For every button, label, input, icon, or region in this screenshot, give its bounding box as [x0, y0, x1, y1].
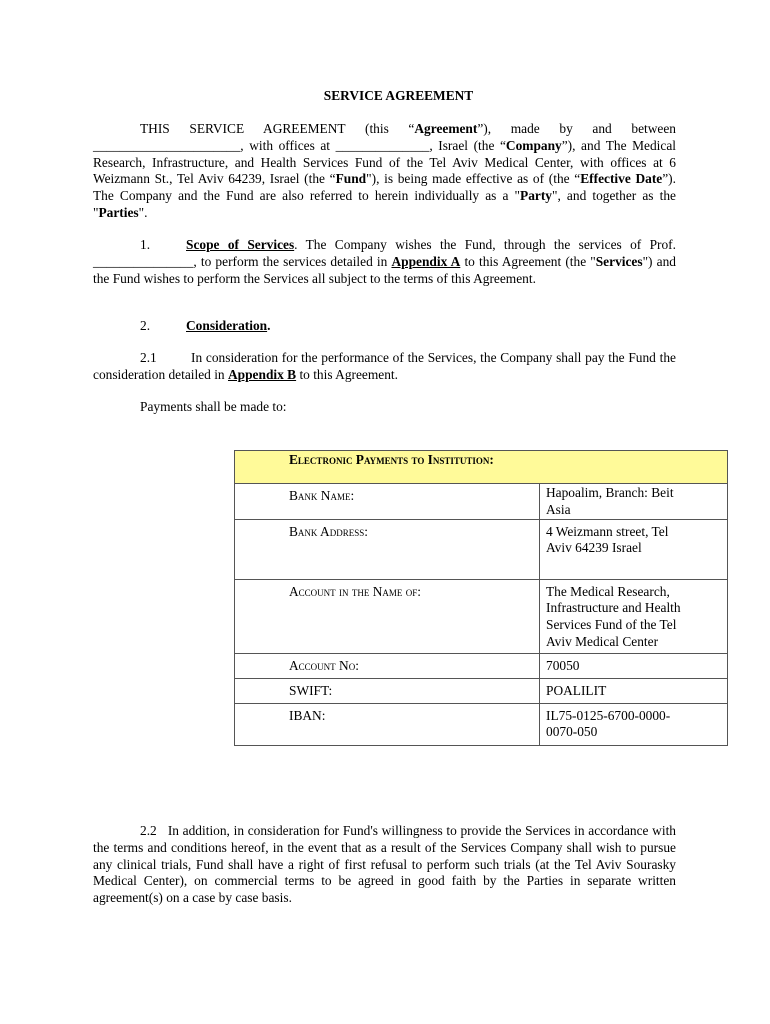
payment-details-table — [234, 450, 728, 746]
bank-name-value: Hapoalim, Branch: Beit — [546, 485, 674, 500]
document-title: SERVICE AGREEMENT — [323, 88, 474, 103]
appendix-a-reference: Appendix A — [391, 253, 461, 269]
table-row — [235, 703, 728, 745]
iban-value: 0070-050 — [546, 724, 598, 740]
account-name-value: Services Fund of the Tel — [546, 617, 677, 633]
table-row — [235, 579, 728, 653]
account-name-value: Infrastructure and Health — [546, 600, 681, 616]
account-number-label: Account No: — [289, 657, 359, 673]
account-name-value: Aviv Medical Center — [546, 633, 659, 649]
section-2-1-paragraph: 2.1 In consideration for the performance of the Services, the Company shall pay the Fund the consideration detailed in Appendix B to this Agreement. — [93, 350, 676, 382]
payment-table-header-row — [235, 451, 728, 484]
bank-address-value: Aviv 64239 Israel — [546, 540, 642, 556]
section-2-number: 2. — [140, 318, 151, 333]
intro-paragraph: THIS SERVICE AGREEMENT (this “Agreement”), made by and between ______________________, with offices at ______________, Israel (the “Company”), and The Medical Research, Infrastructure, and Health Services Fund of the Tel Aviv Medical Center, with offices at 6 Weizmann St., Tel Aviv 64239, Israel (the “Fund"), is being made effective as of (the “Effective Date”). The Company and the Fund are also referred to herein individually as a "Party", and together as the "Parties". — [93, 121, 676, 220]
iban-value: IL75-0125-6700-0000- — [546, 707, 671, 723]
section-1-scope-of-services: 1. Scope of Services. The Company wishes the Fund, through the services of Prof. _______________, to perform the services detailed in Appendix A to this Agreement (the "Services") and the Fund wishes to perform the Services all subject to the terms of this Agreement. — [93, 237, 676, 286]
section-1-heading: Scope of Services — [186, 237, 295, 252]
table-row — [235, 678, 728, 703]
section-2-2-number: 2.2 — [140, 823, 157, 838]
account-name-value: The Medical Research, — [546, 583, 670, 599]
bank-address-value: 4 Weizmann street, Tel — [546, 523, 669, 539]
section-2-1-number: 2.1 — [140, 350, 157, 365]
swift-label: SWIFT: — [289, 682, 333, 698]
bank-address-label: Bank Address: — [289, 523, 368, 539]
section-1-number: 1. — [140, 237, 151, 252]
payment-table-header: Electronic Payments to Institution: — [289, 452, 494, 467]
section-2-consideration: 2. Consideration. — [140, 318, 271, 333]
table-row — [235, 519, 728, 579]
section-2-heading: Consideration — [186, 318, 268, 333]
bank-name-label: Bank Name: — [289, 488, 355, 503]
iban-label: IBAN: — [289, 707, 326, 723]
payments-intro: Payments shall be made to: — [140, 399, 287, 414]
bank-name-value: Asia — [546, 501, 571, 517]
swift-value: POALILIT — [546, 682, 607, 698]
table-row — [235, 484, 728, 520]
appendix-b-reference: Appendix B — [227, 366, 297, 382]
section-2-2-paragraph: 2.2 In addition, in consideration for Fund's willingness to provide the Services in accordance with the terms and conditions hereof, in the event that as a result of the Services Company shall wish to pursue any clinical trials, Fund shall have a right of first refusal to perform such trials (at the Tel Aviv Sourasky Medical Center), on commercial terms to be agreed in good faith by the Parties in separate written agreement(s) on a case by case basis. — [93, 823, 676, 906]
account-number-value: 70050 — [546, 657, 580, 673]
account-name-label: Account in the Name of: — [289, 583, 421, 599]
table-row — [235, 653, 728, 678]
